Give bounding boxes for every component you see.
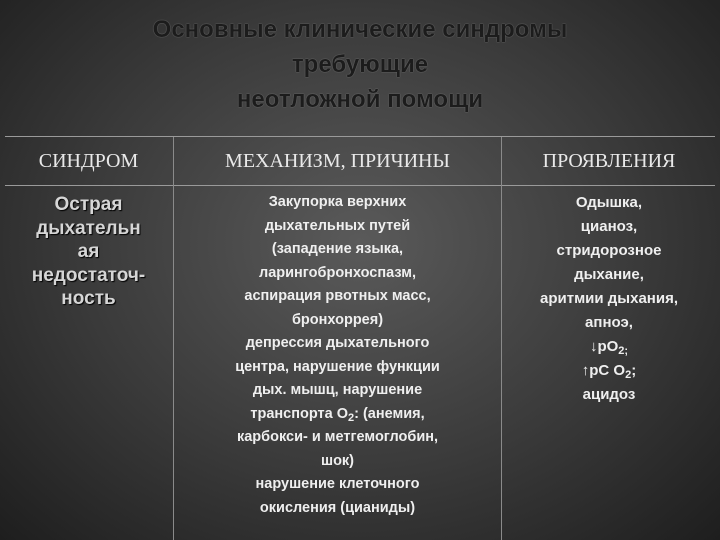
po2-subscript: 2; bbox=[618, 345, 629, 357]
syndrome-line: ность bbox=[61, 288, 116, 309]
mechanism-o2-subscript: 2 bbox=[347, 411, 355, 424]
manifestation-line: цианоз, bbox=[580, 218, 638, 235]
mechanism-line: аспирация рвотных масс, bbox=[244, 288, 431, 304]
manifestation-line: Одышка, bbox=[575, 194, 643, 211]
mechanism-line: центра, нарушение функции bbox=[235, 358, 440, 375]
title-line-1: Основные клинические синдромы bbox=[152, 16, 568, 43]
po2-text: ↓рО bbox=[589, 338, 619, 355]
header-mechanism: МЕХАНИЗМ, ПРИЧИНЫ bbox=[173, 137, 502, 185]
mechanism-line: окисления (цианиды) bbox=[259, 499, 416, 516]
mechanism-line: бронхоррея) bbox=[291, 311, 384, 328]
mechanism-line: дыхательных путей bbox=[264, 217, 411, 234]
syndromes-table bbox=[5, 136, 715, 540]
syndrome-line: дыхательн bbox=[36, 217, 141, 239]
mechanism-line-o2 bbox=[174, 403, 501, 427]
mechanism-line: дых. мышц, нарушение bbox=[252, 382, 423, 398]
manifestation-pco2 bbox=[503, 359, 715, 383]
syndrome-line: недостаточ- bbox=[31, 264, 146, 286]
mechanism-line: шок) bbox=[320, 452, 355, 469]
mechanism-o2-tail: : (анемия, bbox=[354, 405, 425, 422]
pco2-subscript: 2 bbox=[625, 369, 632, 381]
manifestation-line: апноэ, bbox=[585, 314, 633, 331]
header-manifestations: ПРОЯВЛЕНИЯ bbox=[542, 150, 676, 172]
mechanism-line: депрессия дыхательного bbox=[245, 335, 430, 351]
manifestations-cell bbox=[503, 185, 715, 540]
manifestation-line: дыхание, bbox=[574, 266, 644, 283]
mechanism-line: ларингобронхоспазм, bbox=[259, 264, 416, 281]
pco2-tail: ; bbox=[631, 362, 637, 379]
syndrome-cell bbox=[5, 185, 172, 540]
slide-title bbox=[0, 12, 720, 117]
syndrome-line: ая bbox=[77, 241, 100, 262]
title-line-2: требующие bbox=[291, 51, 429, 78]
mechanism-line: (западение языка, bbox=[271, 241, 404, 257]
table-header-row bbox=[5, 136, 715, 186]
manifestation-line: ацидоз bbox=[582, 386, 636, 403]
mechanism-line: нарушение клеточного bbox=[255, 476, 420, 492]
mechanism-line: карбокси- и метгемоглобин, bbox=[236, 429, 439, 445]
mechanism-line: Закупорка верхних bbox=[268, 194, 407, 210]
manifestation-line: аритмии дыхания, bbox=[540, 290, 678, 307]
syndrome-line: Острая bbox=[54, 194, 123, 215]
manifestation-line: стридорозное bbox=[556, 242, 662, 259]
table-row bbox=[5, 185, 715, 540]
mechanism-o2-text: транспорта О bbox=[250, 405, 348, 422]
pco2-text: ↑рС О bbox=[581, 362, 626, 379]
mechanism-cell bbox=[173, 185, 502, 540]
title-line-3: неотложной помощи bbox=[236, 86, 484, 113]
header-syndrome: СИНДРОМ bbox=[38, 150, 139, 172]
manifestation-po2 bbox=[503, 335, 715, 359]
